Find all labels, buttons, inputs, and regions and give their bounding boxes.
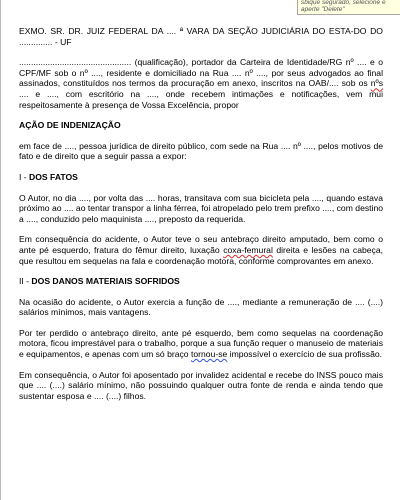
damages-paragraph-1: Na ocasião do acidente, o Autor exercia a função de ...., mediante a remuneração de .... (....) salários mínimos, mais vantagens. (19, 296, 383, 318)
damages-text-a: Por ter perdido o antebraço direito, ante pé esquerdo, bem como sequelas na coordenação motora, ficou imprestável para o trabalho, porque a sua função requer o manuseio de materiais e equipamentos, e apenas com um só braço (19, 327, 383, 360)
tooltip-line-1: sbique segurado, selecione e (301, 0, 386, 6)
court-header: EXMO. SR. DR. JUIZ FEDERAL DA .... ª VARA DA SEÇÃO JUDICIÁRIA DO ESTA-DO DO .............. - UF (19, 26, 383, 47)
facts-text-a: Em consequência do acidente, o Autor teve o seu antebraço direito amputado, bem como o ante pé esquerdo, fratura do fêmur direito, luxação (19, 234, 383, 255)
tooltip-line-2: aperte "Delete" (301, 6, 345, 13)
section-title: DOS FATOS (29, 171, 78, 182)
facts-text-b: direita e lesões na cabeça, que resultou em sequelas na fala e coordenação motora, conforme comprovantes em anexo. (19, 244, 384, 266)
section-heading-damages (19, 276, 383, 287)
spelling-mark-ns: nºs (370, 78, 383, 89)
action-title: AÇÃO DE INDENIZAÇÃO (19, 120, 121, 131)
section-number: II - (19, 276, 32, 287)
damages-paragraph-2 (19, 328, 383, 360)
spelling-mark-coxa-femural: coxa-femural (223, 244, 273, 255)
damages-paragraph-3: Em consequência, o Autor foi aposentado por invalidez acidental e recebe do INSS pouco mais que .... (....) salário mínimo, não possuindo qualquer outra fonte de renda e ainda tendo que sustentar esposa e .... (....) filhos. (19, 369, 383, 401)
tooltip (297, 0, 400, 15)
damages-text-b: impossível o exercício de sua profissão. (227, 349, 383, 360)
facts-paragraph-1: O Autor, no dia ...., por volta das .... horas, transitava com sua bicicleta pela ...., quando estava próximo ao .... ao tentar transpor a linha férrea, foi atropelado pelo trem prefixo ...., com destino a ...., conduzido pelo maquinista ...., preposto da requerida. (19, 192, 383, 224)
section-heading-facts (19, 172, 383, 183)
intro-text-b: .... e ...., com escritório na ...., onde recebem intimações e notificações, vem mui respeitosamente à presença de Vossa Excelência, propor (19, 88, 383, 110)
section-number: I - (19, 171, 30, 182)
defendant-paragraph: em face de ...., pessoa jurídica de direito público, com sede na Rua .... nº ...., pelos motivos de fato e de direito que a seguir passa a expor: (19, 140, 383, 162)
facts-paragraph-2 (19, 234, 383, 266)
section-title: DOS DANOS MATERIAIS SOFRIDOS (31, 276, 180, 287)
grammar-mark-tornou-se: tornou-se (190, 349, 228, 360)
intro-text-a: ............................................... (qualificação), portador da Carteira de Identidade/RG nº .... e o CPF/MF sob o nº ...., residente e domiciliado na Rua .... nº ...., por seus advogados ao final assinados, constituídos nos termos da procuração em anexo, inscritos na OAB/.... sob os (19, 57, 383, 89)
plaintiff-qualification (19, 57, 383, 110)
document-body (19, 26, 383, 401)
